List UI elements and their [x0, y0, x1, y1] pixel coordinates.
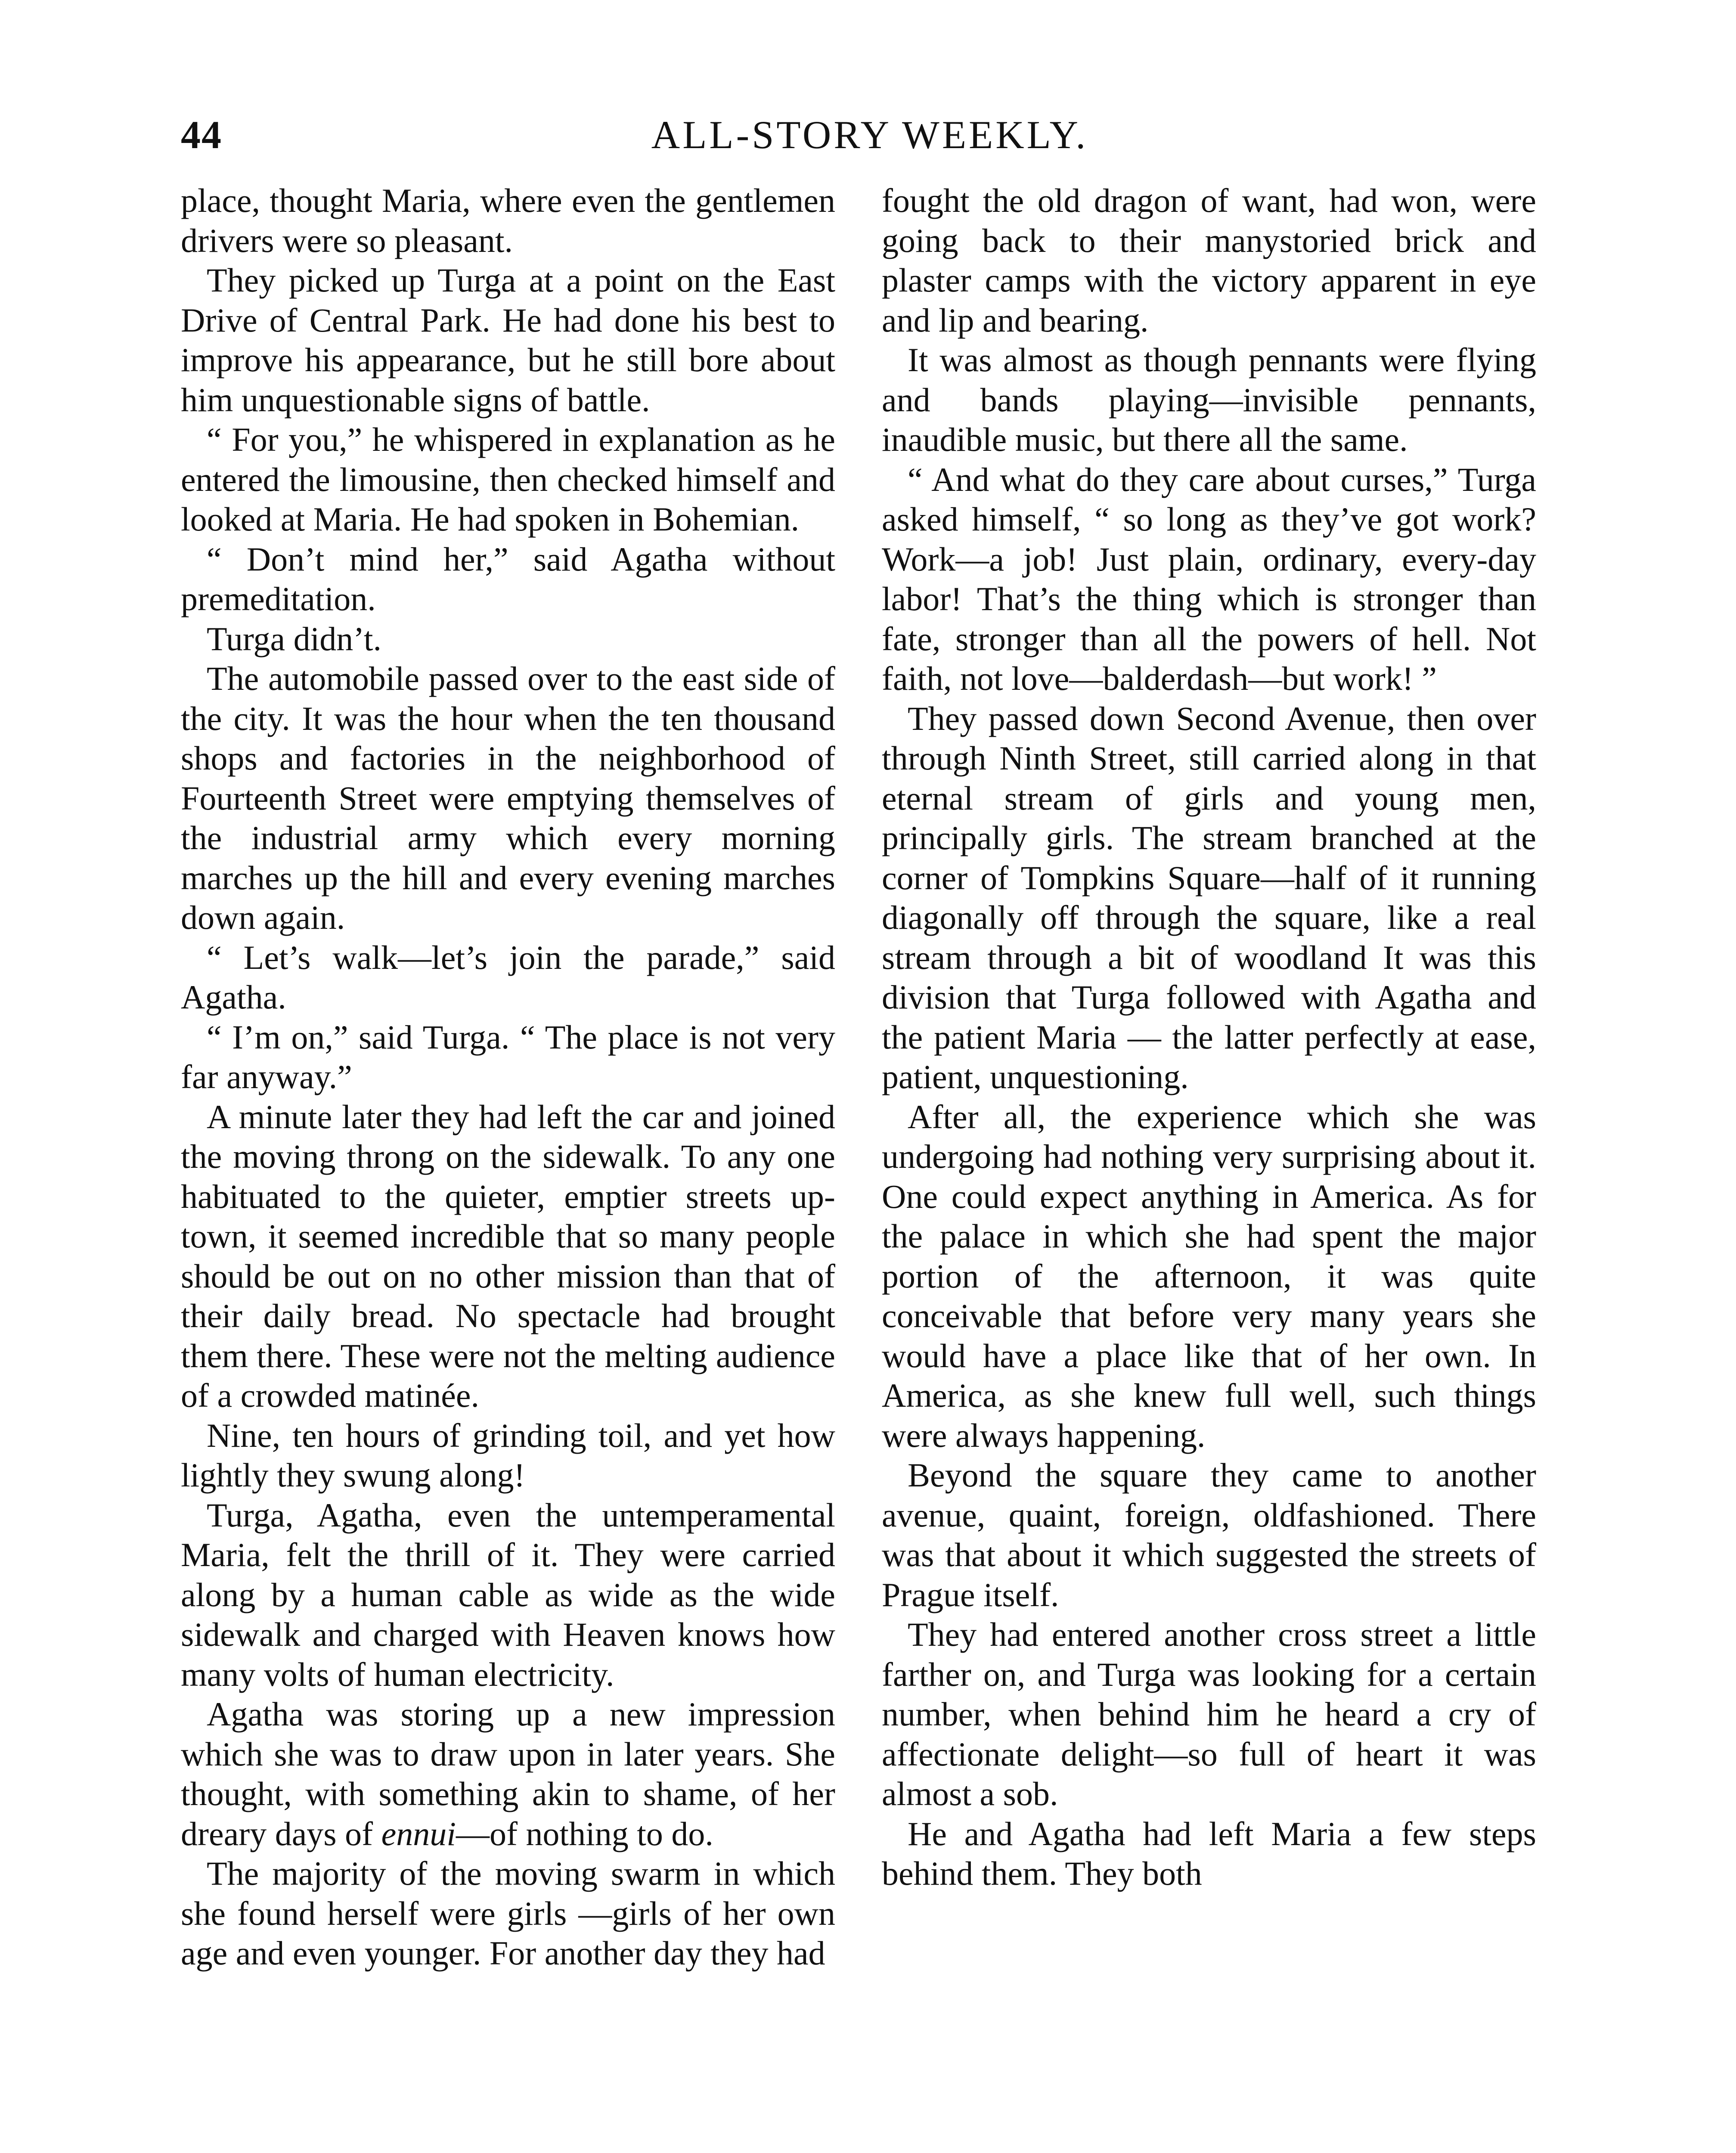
paragraph: A minute later they had left the car and joined the moving throng on the sidewalk. To any one habituated to the quieter, emptier streets up-town, it seemed incredible that so many people should be out on no other mission than that of their daily bread. No spectacle had brought them there. These were not the melting audience of a crowded matinée. [181, 1098, 835, 1414]
paragraph: The automobile passed over to the east side of the city. It was the hour when the ten thousand shops and factories in the neighborhood of Fourteenth Street were emptying themselves of the industrial army which every morning marches up the hill and every evening marches down again. [181, 660, 835, 936]
paragraph-text: —of nothing to do. [456, 1815, 713, 1852]
left-column [181, 181, 835, 1973]
paragraph: Turga, Agatha, even the untemperamental Maria, felt the thrill of it. They were carried along by a human cable as wide as the wide sidewalk and charged with Heaven knows how many volts of human electricity. [181, 1496, 835, 1693]
paragraph: fought the old dragon of want, had won, were going back to their manystoried brick and plaster camps with the victory apparent in eye and lip and bearing. [882, 182, 1536, 339]
paragraph: Beyond the square they came to another avenue, quaint, foreign, oldfashioned. There was that about it which suggested the streets of Prague itself. [882, 1456, 1536, 1613]
paragraph: place, thought Maria, where even the gentlemen drivers were so pleasant. [181, 182, 835, 259]
paragraph: “ Let’s walk—let’s join the parade,” said Agatha. [181, 938, 835, 1016]
paragraph: He and Agatha had left Maria a few steps behind them. They both [882, 1815, 1536, 1892]
paragraph: After all, the experience which she was undergoing had nothing very surprising about it. One could expect anything in America. As for the palace in which she had spent the major portion of the afternoon, it was quite conceivable that before very many years she would have a place like that of her own. In America, as she knew full well, such things were always happening. [882, 1098, 1536, 1454]
italic-word: ennui [381, 1815, 456, 1852]
running-title: ALL-STORY WEEKLY. [651, 113, 1088, 157]
page-number: 44 [181, 113, 222, 157]
paragraph: The majority of the moving swarm in which she found herself were girls —girls of her own age and even younger. For another day they had [181, 1855, 835, 1972]
paragraph: It was almost as though pennants were flying and bands playing—invisible pennants, inaudible music, but there all the same. [882, 341, 1536, 458]
paragraph: Nine, ten hours of grinding toil, and yet how lightly they swung along! [181, 1416, 835, 1494]
paragraph: They picked up Turga at a point on the East Drive of Central Park. He had done his best to improve his appearance, but he still bore about him unquestionable signs of battle. [181, 261, 835, 419]
page-header [181, 112, 1559, 177]
paragraph: “ I’m on,” said Turga. “ The place is not very far anyway.” [181, 1018, 835, 1095]
paragraph: “ Don’t mind her,” said Agatha without premeditation. [181, 540, 835, 617]
paragraph [181, 1694, 835, 1854]
paragraph-text: Agatha was storing up a new impression which she was to draw upon in later years. She thought, with something akin to shame, of her dreary days of [181, 1695, 835, 1852]
right-column [882, 181, 1536, 1894]
paragraph: They passed down Second Avenue, then over through Ninth Street, still carried along in that eternal stream of girls and young men, principally girls. The stream branched at the corner of Tompkins Square—half of it running diagonally off through the square, like a real stream through a bit of woodland It was this division that Turga followed with Agatha and the patient Maria — the latter perfectly at ease, patient, unquestioning. [882, 699, 1536, 1095]
paragraph: They had entered another cross street a little farther on, and Turga was looking for a certain number, when behind him he heard a cry of affectionate delight—so full of heart it was almost a sob. [882, 1616, 1536, 1812]
paragraph: “ For you,” he whispered in explanation as he entered the limousine, then checked himself and looked at Maria. He had spoken in Bohemian. [181, 421, 835, 538]
paragraph: “ And what do they care about curses,” Turga asked himself, “ so long as they’ve got work? Work—a job! Just plain, ordinary, every-day labor! That’s the thing which is stronger than fate, stronger than all the powers of hell. Not faith, not love—balderdash—but work! ” [882, 460, 1536, 697]
paragraph: Turga didn’t. [207, 620, 381, 658]
